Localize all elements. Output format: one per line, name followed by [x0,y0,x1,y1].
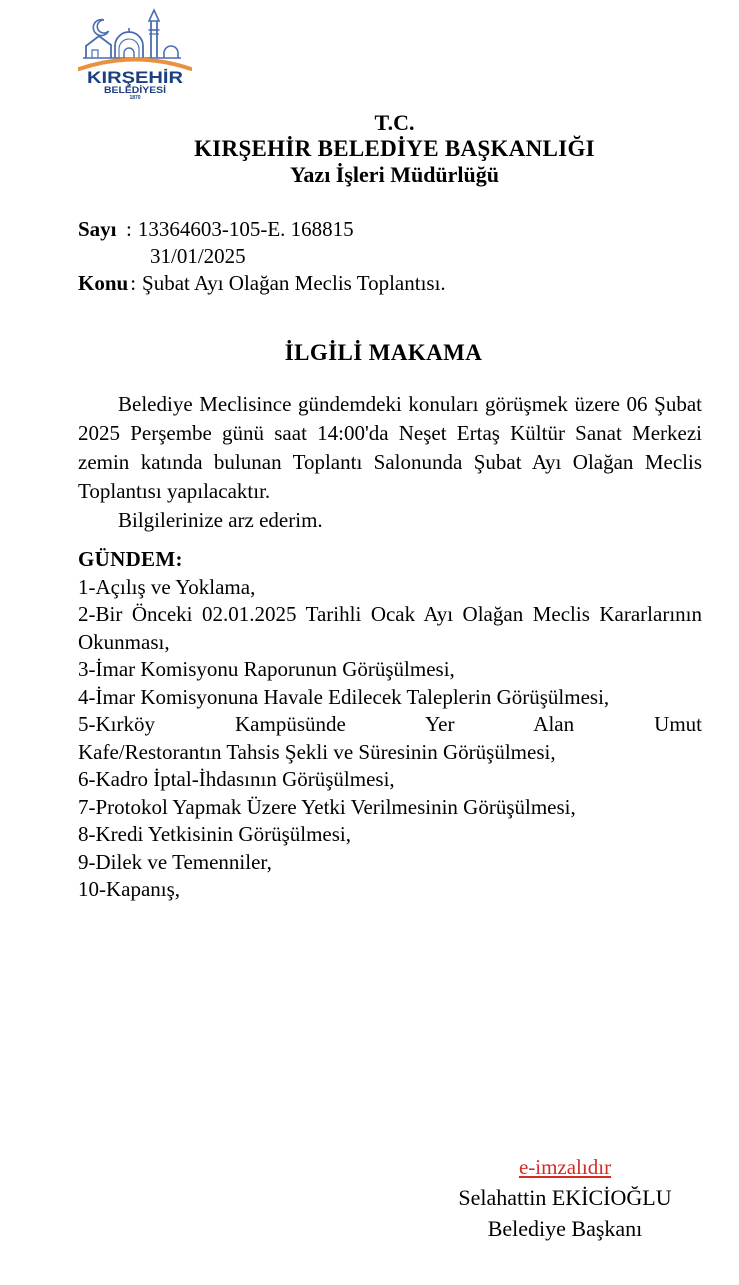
agenda-item-line: 8-Kredi Yetkisinin Görüşülmesi, [78,822,351,846]
konu-value: Şubat Ayı Olağan Meclis Toplantısı. [142,271,446,295]
agenda-item-line: 9-Dilek ve Temenniler, [78,849,272,874]
salutation-heading: İLGİLİ MAKAMA [284,340,483,365]
logo-year: 1870 [129,95,141,101]
agenda-item-line: 1-Açılış ve Yoklama, [78,574,256,599]
municipality-logo [78,6,192,102]
agenda-heading: GÜNDEM: [78,547,183,571]
date-row [78,243,446,270]
body-paragraph: Belediye Meclisince gündemdeki konuları görüşmek üzere 06 Şubat 2025 Perşembe günü saat 14:00'da Neşet Ertaş Kültür Sanat Merkezi zemin katında bulunan Toplantı Salonunda Şubat Ayı Olağan Meclis Toplantısı yapılacaktır. [78,392,702,503]
letterhead [0,110,739,188]
city-skyline-icon [78,6,192,102]
signatory-title: Belediye Başkanı [487,1216,643,1241]
sayi-separator: : [126,217,132,241]
agenda-item-line: 5-Kırköy Kampüsünde Yer Alan Umut [78,712,702,736]
document-meta [78,216,446,297]
agenda-list [78,574,702,904]
document-date: 31/01/2025 [150,244,246,268]
minaret-icon [149,10,160,58]
body-closing: Bilgilerinize arz ederim. [118,508,323,532]
logo-wordmark: KIRŞEHİR [87,68,183,87]
agenda-item-line: Kafe/Restorantın Tahsis Şekli ve Süresinin Görüşülmesi, [78,739,556,764]
agenda-item-line: 10-Kapanış, [78,877,181,901]
agenda-item-line: Okunması, [78,629,170,654]
konu-separator: : [130,271,137,295]
small-dome-icon [164,46,178,58]
letterhead-state: T.C. [374,110,415,135]
signature-block [405,1152,725,1244]
signatory-name: Selahattin EKİCİOĞLU [458,1185,672,1210]
sayi-value: 13364603-105-E. 168815 [137,217,354,241]
agenda-item-line: 7-Protokol Yapmak Üzere Yetki Verilmesinin Görüşülmesi, [78,794,576,819]
agenda-item-line: 3-İmar Komisyonu Raporunun Görüşülmesi, [78,657,455,681]
agenda-item-line: 6-Kadro İptal-İhdasının Görüşülmesi, [78,767,395,791]
konu-label: Konu [78,271,129,295]
letter-body [78,390,702,535]
crescent-moon-icon [93,20,108,36]
agenda-section [78,546,702,904]
letterhead-department: Yazı İşleri Müdürlüğü [289,162,500,187]
logo-subtitle: BELEDİYESİ [104,85,166,95]
agenda-item-line: 4-İmar Komisyonuna Havale Edilecek Taleplerin Görüşülmesi, [78,684,610,709]
sayi-label: Sayı [78,217,117,241]
e-signature-note: e-imzalıdır [518,1155,612,1179]
sayi-row [78,216,446,243]
agenda-item-line: 2-Bir Önceki 02.01.2025 Tarihli Ocak Ayı Olağan Meclis Kararlarının [78,602,702,626]
konu-row [78,270,446,297]
letterhead-organization: KIRŞEHİR BELEDİYE BAŞKANLIĞI [194,136,595,161]
